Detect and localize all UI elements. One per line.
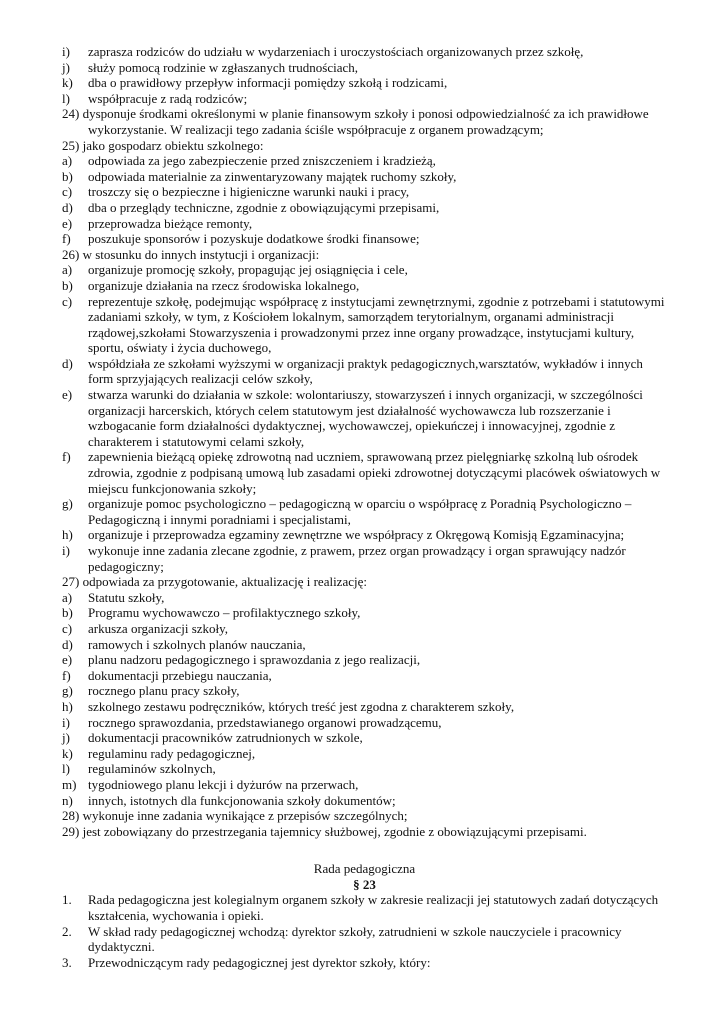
list-item: m) tygodniowego planu lekcji i dyżurów na przerwach, <box>62 776 359 792</box>
list-item: j) służy pomocą rodzinie w zgłaszanych trudnościach, <box>62 59 359 75</box>
list-item: d) ramowych i szkolnych planów nauczania, <box>62 636 306 652</box>
section-spacer <box>62 839 667 861</box>
list-item: 3. Przewodniczącym rady pedagogicznej jest dyrektor szkoły, który: <box>62 954 431 970</box>
list-item: k) regulaminu rady pedagogicznej, <box>62 745 256 761</box>
numbered-item-28: 28) wykonuje inne zadania wynikające z przepisów szczególnych; <box>62 808 408 824</box>
section-heading: Rada pedagogiczna <box>313 861 416 877</box>
section-number: § 23 <box>353 876 376 892</box>
list-item: j) dokumentacji pracowników zatrudnionych w szkole, <box>62 730 363 746</box>
list-item: c) reprezentuje szkołę, podejmując współpracę z instytucjami zewnętrznymi, zgodnie z potrzebami i statutowymi zadaniami szkoły, w tym, z Kościołem lokalnym, samorządem terytorialnym, organami administracji rządowej,szkołami Stowarzyszenia i prowadzonymi przez inne organy prowadzące, instytucjami kultury, sportu, oświaty i życia duchowego, <box>62 293 665 356</box>
list-item: l) współpracuje z radą rodziców; <box>62 90 248 106</box>
numbered-item-29: 29) jest zobowiązany do przestrzegania tajemnicy służbowej, zgodnie z obowiązującymi przepisami. <box>62 823 587 839</box>
numbered-item-27: 27) odpowiada za przygotowanie, aktualizację i realizację: <box>62 574 367 590</box>
list-item: h) organizuje i przeprowadza egzaminy zewnętrzne we współpracy z Okręgową Komisją Egzaminacyjna; <box>62 527 625 543</box>
list-item: f) zapewnienia bieżącą opiekę zdrowotną nad uczniem, sprawowaną przez pielęgniarkę szkolną lub ośrodek zdrowia, zgodnie z podpisaną umową lub zasadami opieki zdrowotnej dotyczącymi placówek oświatowych w miejscu funkcjonowania szkoły; <box>62 449 661 496</box>
list-item: a) Statutu szkoły, <box>62 589 165 605</box>
list-item: d) współdziała ze szkołami wyższymi w organizacji praktyk pedagogicznych,warsztatów, wykładów i innych form sprzyjających realizacji celów szkoły, <box>62 355 643 387</box>
list-item: a) organizuje promocję szkoły, propagując jej osiągnięcia i cele, <box>62 262 408 278</box>
list-item: e) stwarza warunki do działania w szkole: wolontariuszy, stowarzyszeń i innych organizacji, w szczególności organizacji harcerskich, których celem statutowym jest działalność wychowawcza lub rozszerzanie i wzbogacanie form działalności dydaktycznej, wychowawczej, opiekuńczej i innowacyjnej, zgodnie z charakterem i statutowymi celami szkoły, <box>62 387 643 449</box>
list-item: f) poszukuje sponsorów i pozyskuje dodatkowe środki finansowe; <box>62 231 420 247</box>
list-item: i) rocznego sprawozdania, przedstawianego organowi prowadzącemu, <box>62 714 442 730</box>
list-item: i) zaprasza rodziców do udziału w wydarzeniach i uroczystościach organizowanych przez szkołę, <box>62 44 584 59</box>
numbered-item-26: 26) w stosunku do innych instytucji i organizacji: <box>62 246 320 262</box>
numbered-item-24: 24) dysponuje środkami określonymi w planie finansowym szkoły i ponosi odpowiedzialność za ich prawidłowe wykorzystanie. W realizacji tego zadania ściśle współpracuje z organem prowadzącym; <box>62 106 649 137</box>
list-item: l) regulaminów szkolnych, <box>62 761 216 777</box>
list-item: k) dba o prawidłowy przepływ informacji pomiędzy szkołą i rodzicami, <box>62 75 448 91</box>
list-item: b) odpowiada materialnie za zinwentaryzowany majątek ruchomy szkoły, <box>62 168 457 184</box>
list-item: f) dokumentacji przebiegu nauczania, <box>62 667 272 683</box>
list-item: 2. W skład rady pedagogicznej wchodzą: dyrektor szkoły, zatrudnieni w szkole nauczyciele i pracownicy dydaktyczni. <box>62 923 622 955</box>
list-item: h) szkolnego zestawu podręczników, których treść jest zgodna z charakterem szkoły, <box>62 698 515 714</box>
list-item: a) odpowiada za jego zabezpieczenie przed zniszczeniem i kradzieżą, <box>62 153 436 169</box>
list-item: b) organizuje działania na rzecz środowiska lokalnego, <box>62 277 360 293</box>
list-item: e) planu nadzoru pedagogicznego i sprawozdania z jego realizacji, <box>62 652 421 668</box>
list-item: c) troszczy się o bezpieczne i higieniczne warunki nauki i pracy, <box>62 184 410 200</box>
list-item: b) Programu wychowawczo – profilaktycznego szkoły, <box>62 605 361 621</box>
list-item: n) innych, istotnych dla funkcjonowania szkoły dokumentów; <box>62 792 396 808</box>
list-item: i) wykonuje inne zadania zlecane zgodnie, z prawem, przez organ prowadzący i organ sprawujący nadzór pedagogiczny; <box>62 543 626 574</box>
list-item: c) arkusza organizacji szkoły, <box>62 620 229 636</box>
list-item: e) przeprowadza bieżące remonty, <box>62 215 253 231</box>
list-item: g) organizuje pomoc psychologiczno – pedagogiczną w oparciu o współpracę z Poradnią Psychologiczno – Pedagogiczną i innymi poradniami i specjalistami, <box>62 496 632 527</box>
list-item: 1. Rada pedagogiczna jest kolegialnym organem szkoły w zakresie realizacji jej statutowych zadań dotyczących kształcenia, wychowania i opieki. <box>62 892 659 924</box>
list-item: g) rocznego planu pracy szkoły, <box>62 683 240 699</box>
list-item: d) dba o przeglądy techniczne, zgodnie z obowiązującymi przepisami, <box>62 199 440 215</box>
numbered-item-25: 25) jako gospodarz obiektu szkolnego: <box>62 137 264 153</box>
